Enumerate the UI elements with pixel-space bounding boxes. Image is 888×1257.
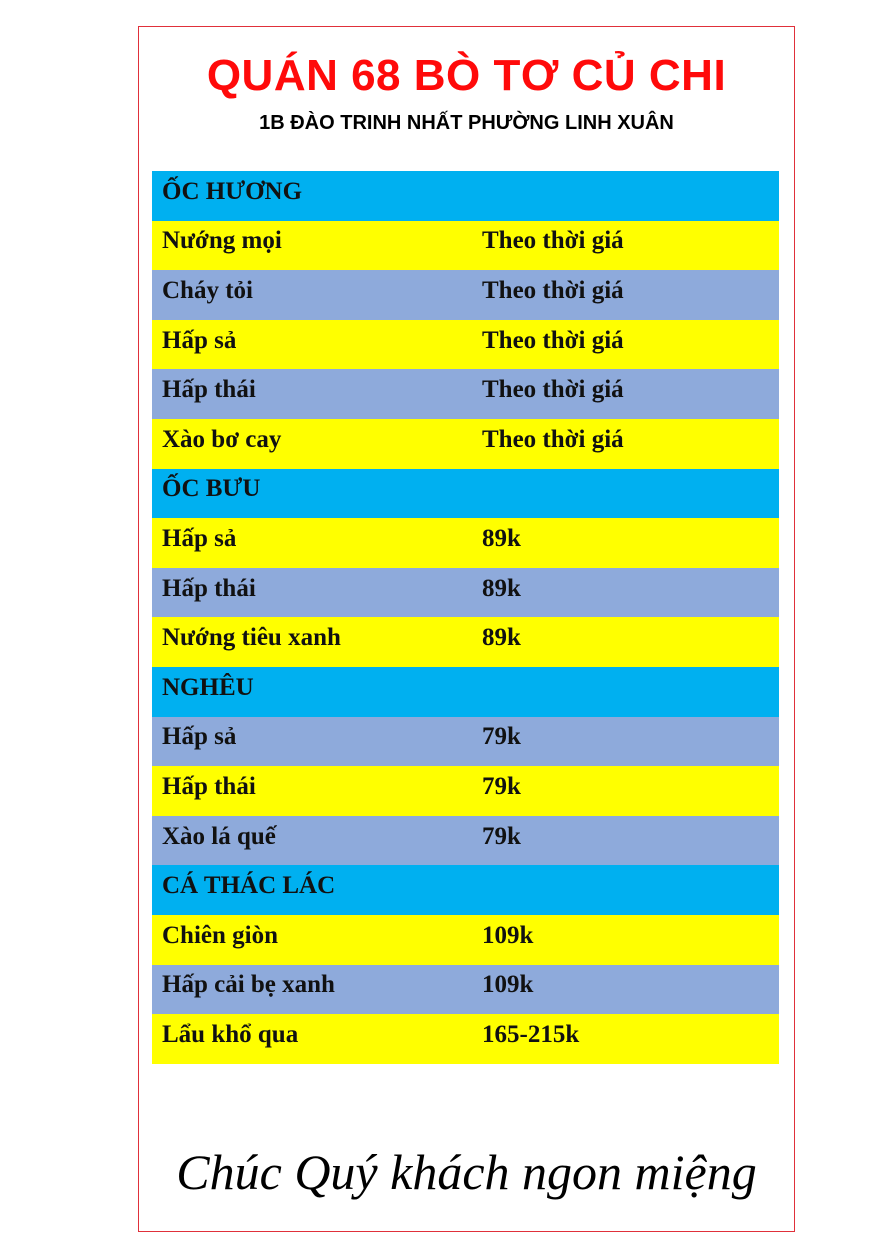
item-price: 79k [482,822,521,850]
item-name: Lẩu khổ qua [162,1020,299,1048]
menu-category-row [152,667,779,717]
menu-item-row [152,419,779,469]
category-name: NGHÊU [162,673,254,701]
item-price: 89k [482,624,521,652]
restaurant-title: QUÁN 68 BÒ TƠ CỦ CHI [206,51,727,100]
item-name: Xào lá quế [162,822,276,850]
item-name: Hấp thái [162,376,256,404]
item-price: 109k [482,971,534,999]
item-name: Xào bơ cay [162,425,282,453]
item-name: Hấp sả [162,723,237,751]
item-name: Chiên giòn [162,921,279,949]
item-name: Cháy tỏi [162,276,253,304]
item-price: Theo thời giá [482,425,624,453]
menu-category-row [152,171,779,221]
item-name: Hấp sả [162,326,237,354]
item-name: Hấp thái [162,772,256,800]
menu-item-row [152,270,779,320]
menu-item-row [152,568,779,618]
menu-item-row [152,965,779,1015]
item-price: 89k [482,524,521,552]
menu-item-row [152,369,779,419]
item-price: 79k [482,772,521,800]
menu-item-row [152,617,779,667]
menu-item-row [152,717,779,767]
menu-item-row [152,1014,779,1064]
item-price: 79k [482,723,521,751]
menu-item-row [152,221,779,271]
category-name: ỐC BƯU [162,475,261,503]
category-name: CÁ THÁC LÁC [162,872,336,900]
item-price: 109k [482,921,534,949]
item-name: Hấp cải bẹ xanh [162,971,335,999]
item-price: 89k [482,574,521,602]
menu-table [152,171,779,1064]
menu-item-row [152,915,779,965]
item-price: Theo thời giá [482,276,624,304]
item-name: Hấp sả [162,524,237,552]
item-name: Nướng mọi [162,227,282,255]
footer-greeting: Chúc Quý khách ngon miệng [176,1144,757,1200]
restaurant-address: 1B ĐÀO TRINH NHẤT PHƯỜNG LINH XUÂN [259,112,674,134]
menu-item-row [152,320,779,370]
menu-category-row [152,469,779,519]
menu-item-row [152,816,779,866]
item-name: Nướng tiêu xanh [162,624,341,652]
item-price: Theo thời giá [482,326,624,354]
item-name: Hấp thái [162,574,256,602]
item-price: Theo thời giá [482,227,624,255]
menu-item-row [152,518,779,568]
menu-item-row [152,766,779,816]
item-price: 165-215k [482,1020,580,1048]
menu-category-row [152,865,779,915]
category-name: ỐC HƯƠNG [162,177,303,205]
item-price: Theo thời giá [482,376,624,404]
